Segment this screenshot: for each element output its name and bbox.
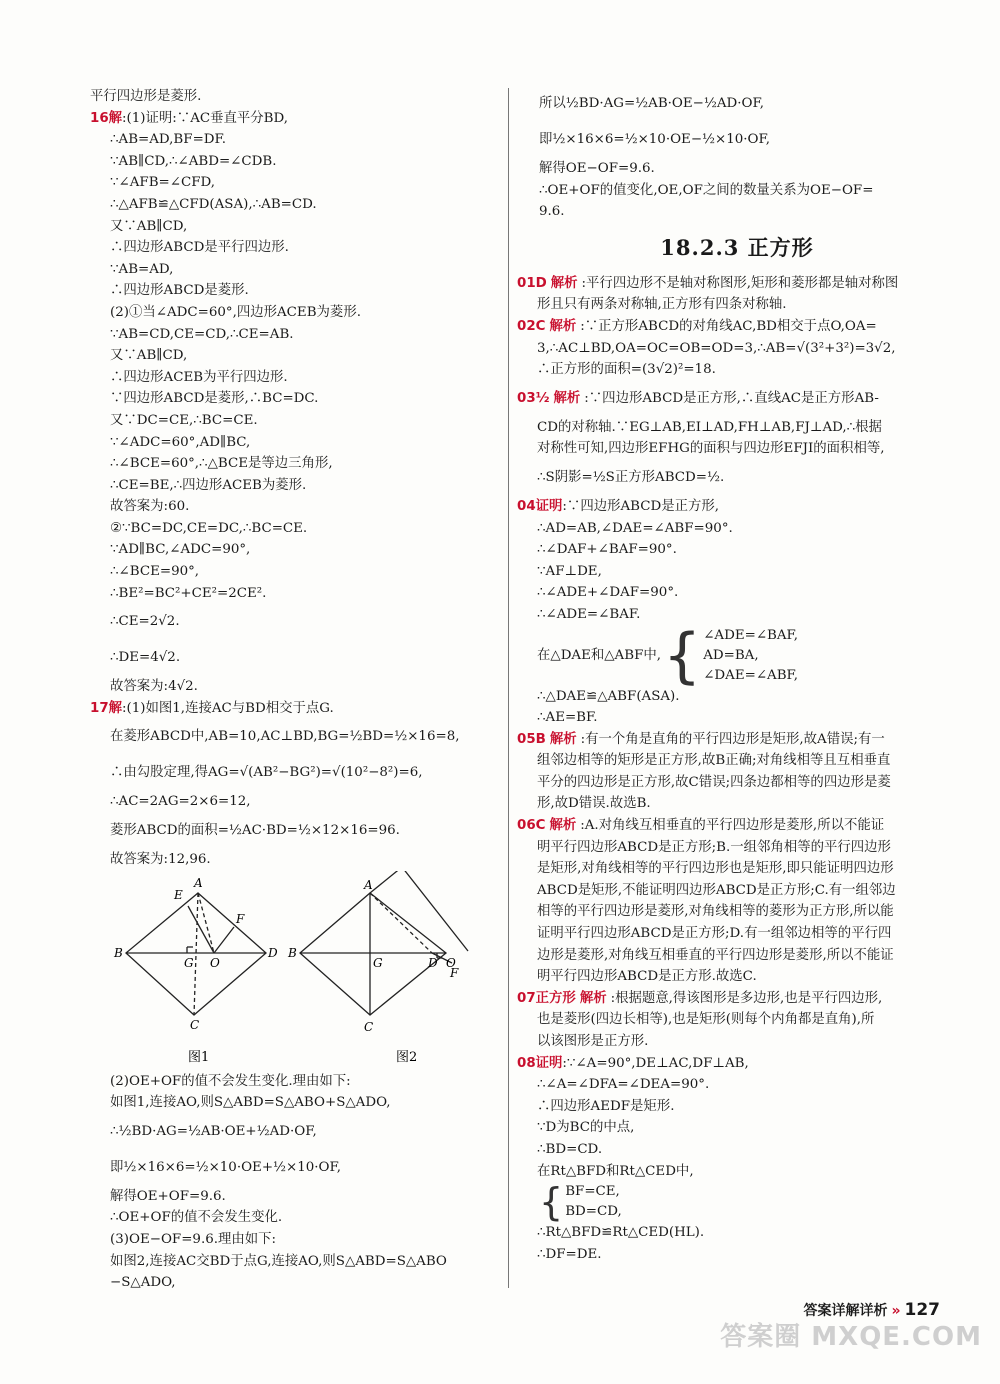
text-line: ∴四边形AEDF是矩形. bbox=[537, 1098, 675, 1114]
text-line: ∴AD=AB,∠DAE=∠ABF=90°. bbox=[537, 520, 733, 536]
footer-label: 答案详解详析 bbox=[803, 1303, 888, 1319]
text-line: 在菱形ABCD中,AB=10,AC⊥BD,BG=½BD=½×16=8, bbox=[110, 729, 460, 745]
fig2-label-D: D bbox=[428, 955, 438, 970]
question-05: 05B 解析 :有一个角是直角的平行四边形是矩形,故A错误;有一 bbox=[517, 731, 885, 747]
text-line: ∴∠BCE=60°,∴△BCE是等边三角形, bbox=[110, 456, 333, 472]
text-line: 又∵AB∥CD, bbox=[110, 218, 188, 234]
fig2-label-B: B bbox=[288, 945, 297, 960]
question-01: 01D 解析 :平行四边形不是轴对称图形,矩形和菱形都是轴对称图 bbox=[517, 275, 899, 291]
text-line: (3)OE−OF=9.6.理由如下: bbox=[110, 1232, 277, 1247]
text-line: 证明平行四边形ABCD是正方形;D.有一组邻边相等的平行四 bbox=[537, 926, 892, 942]
text-line: ∴AC=2AG=2×6=12, bbox=[110, 794, 251, 810]
question-16-header: 16解:(1)证明:∵AC垂直平分BD, bbox=[90, 110, 289, 126]
brace: { bbox=[663, 620, 702, 691]
fig1-caption: 图1 bbox=[188, 1049, 210, 1065]
analysis-label: 解析 bbox=[549, 731, 577, 747]
question-number: 08证明 bbox=[517, 1055, 563, 1071]
text-line: 故答案为:4√2. bbox=[110, 679, 198, 695]
geometry-figures bbox=[90, 871, 500, 1071]
fig2-label-G: G bbox=[373, 955, 383, 970]
text-line: 解得OE+OF=9.6. bbox=[110, 1188, 226, 1204]
text-line: ②∵BC=DC,CE=DC,∴BC=CE. bbox=[110, 520, 308, 536]
text-line: 所以½BD·AG=½AB·OE−½AD·OF, bbox=[539, 96, 764, 111]
text-line: ∴CE=2√2. bbox=[110, 614, 180, 630]
question-04: 04证明:∵四边形ABCD是正方形, bbox=[517, 498, 720, 514]
text-line: AD=BA, bbox=[703, 647, 759, 663]
text-line: ∵四边形ABCD是菱形,∴BC=DC. bbox=[110, 391, 319, 407]
page-number: 127 bbox=[904, 1300, 940, 1320]
text-line: ∵AB=CD,CE=CD,∴CE=AB. bbox=[110, 326, 294, 342]
text-line: 3,∴AC⊥BD,OA=OC=OB=OD=3,∴AB=√(3²+3²)=3√2, bbox=[537, 340, 896, 356]
question-number: 17解 bbox=[90, 700, 123, 716]
text-line: ∴AE=BF. bbox=[537, 710, 598, 726]
fig2-label-C: C bbox=[364, 1019, 374, 1034]
fig1-label-E: E bbox=[174, 887, 183, 902]
rhombus-figures-svg bbox=[90, 871, 490, 1071]
question-17-header: 17解:(1)如图1,连接AC与BD相交于点G. bbox=[90, 700, 334, 716]
watermark: 答案圈 MXQE.COM bbox=[720, 1322, 982, 1352]
fig1-label-F: F bbox=[236, 911, 245, 926]
figure-2 bbox=[300, 871, 468, 1015]
fig1-label-O: O bbox=[210, 955, 220, 970]
fig2-label-A: A bbox=[364, 877, 373, 892]
analysis-label: 解析 bbox=[579, 990, 607, 1006]
text-line: ∵AF⊥DE, bbox=[537, 563, 602, 579]
text-line: ∴由勾股定理,得AG=√(AB²−BG²)=√(10²−8²)=6, bbox=[110, 765, 423, 781]
text-line: 明平行四边形ABCD是正方形;B.一组邻角相等的平行四边形 bbox=[537, 839, 891, 855]
text-line: ∴S阴影=½S正方形ABCD=½. bbox=[537, 469, 725, 485]
analysis-label: 解析 bbox=[553, 390, 581, 406]
fig1-label-A: A bbox=[194, 875, 203, 890]
text-line: 明平行四边形ABCD是正方形.故选C. bbox=[537, 969, 757, 985]
text-line: ∴△AFB≌△CFD(ASA),∴AB=CD. bbox=[110, 196, 317, 212]
question-number: 06C bbox=[517, 818, 546, 834]
text-line: ∵∠ADC=60°,AD∥BC, bbox=[110, 434, 251, 450]
text-line: ∴∠ADE+∠DAF=90°. bbox=[537, 585, 679, 601]
question-number: 05B bbox=[517, 731, 546, 747]
text-line: 又∵DC=CE,∴BC=CE. bbox=[110, 412, 258, 428]
text-line: 是矩形,对角线相等的平行四边形也是矩形,即只能证明四边形 bbox=[537, 861, 894, 877]
analysis-label: 解析 bbox=[549, 818, 577, 834]
text-line: 解得OE−OF=9.6. bbox=[539, 161, 655, 176]
text-line: ∴∠ADE=∠BAF. bbox=[537, 606, 641, 622]
text-line: ∵AD∥BC,∠ADC=90°, bbox=[110, 542, 251, 558]
text-line: 故答案为:12,96. bbox=[110, 852, 211, 868]
text-line: 组邻边相等的矩形是正方形,故B正确;对角线相等且互相垂直 bbox=[537, 753, 891, 769]
question-number: 04证明 bbox=[517, 498, 563, 514]
text-line: ∴BE²=BC²+CE²=2CE². bbox=[110, 585, 267, 601]
text-line: ∴CE=BE,∴四边形ACEB为菱形. bbox=[110, 477, 307, 493]
text-line: (2)OE+OF的值不会发生变化.理由如下: bbox=[110, 1073, 351, 1089]
fig1-label-C: C bbox=[190, 1017, 200, 1032]
double-arrow-icon: » bbox=[891, 1303, 901, 1319]
question-07: 07正方形 解析 :根据题意,得该图形是多边形,也是平行四边形, bbox=[517, 990, 883, 1006]
question-03: 03½ 解析 :∵四边形ABCD是正方形,∴直线AC是正方形AB- bbox=[517, 390, 879, 406]
text-line: ∵∠AFB=∠CFD, bbox=[110, 175, 216, 191]
text-line: ∵AB∥CD,∴∠ABD=∠CDB. bbox=[110, 153, 277, 169]
equation-system bbox=[517, 620, 957, 691]
fig2-caption: 图2 bbox=[396, 1049, 418, 1065]
text-line: ∴四边形ACEB为平行四边形. bbox=[110, 369, 288, 385]
text-line: ∠DAE=∠ABF, bbox=[703, 667, 799, 683]
question-number: 01D bbox=[517, 275, 547, 291]
text-line: ∴OE+OF的值变化,OE,OF之间的数量关系为OE−OF= bbox=[539, 182, 874, 198]
left-column bbox=[90, 86, 500, 1294]
text-line: ∴AB=AD,BF=DF. bbox=[110, 132, 226, 148]
text-line: ∴∠DAF+∠BAF=90°. bbox=[537, 542, 677, 558]
text-line: ∴∠BCE=90°, bbox=[110, 564, 200, 580]
text-line: 即½×16×6=½×10·OE+½×10·OF, bbox=[110, 1159, 341, 1175]
text-line: CD的对称轴.∵EG⊥AB,EI⊥AD,FH⊥AB,FJ⊥AD,∴根据 bbox=[537, 419, 882, 435]
text-line: 在△DAE和△ABF中, bbox=[537, 647, 662, 663]
analysis-label: 解析 bbox=[549, 318, 577, 334]
text-line: 对称性可知,四边形EFHG的面积与四边形EFJI的面积相等, bbox=[537, 441, 885, 457]
analysis-label: 解析 bbox=[550, 275, 578, 291]
fig2-label-F: F bbox=[450, 965, 459, 980]
text-line: 以该图形是正方形. bbox=[537, 1034, 649, 1049]
question-number: 16解 bbox=[90, 110, 123, 126]
text-line: ∴DF=DE. bbox=[537, 1246, 602, 1262]
text-line: 菱形ABCD的面积=½AC·BD=½×12×16=96. bbox=[110, 823, 400, 839]
text-line: ∴½BD·AG=½AB·OE+½AD·OF, bbox=[110, 1123, 317, 1139]
text-line: 如图2,连接AC交BD于点G,连接AO,则S△ABD=S△ABO bbox=[110, 1253, 447, 1269]
question-06: 06C 解析 :A.对角线互相垂直的平行四边形是菱形,所以不能证 bbox=[517, 818, 885, 834]
figure-1 bbox=[126, 893, 266, 1015]
text-line: ABCD是矩形,不能证明四边形ABCD是正方形;C.有一组邻边 bbox=[537, 882, 896, 898]
text-line: ∴△DAE≌△ABF(ASA). bbox=[537, 688, 680, 704]
question-number: 03½ bbox=[517, 390, 550, 406]
text-line: ∴四边形ABCD是菱形. bbox=[110, 283, 249, 299]
brace: { bbox=[539, 1180, 564, 1225]
text-line: 故答案为:60. bbox=[110, 499, 190, 515]
text-line: ∴∠A=∠DFA=∠DEA=90°. bbox=[537, 1077, 710, 1093]
text-line: ∴正方形的面积=(3√2)²=18. bbox=[537, 362, 716, 378]
text-line: ∵AB=AD, bbox=[110, 261, 174, 277]
question-number: 02C bbox=[517, 318, 546, 334]
fig1-label-G: G bbox=[184, 955, 194, 970]
question-number: 07正方形 bbox=[517, 990, 576, 1006]
text-line: BF=CE, bbox=[565, 1184, 620, 1200]
text-line: 平行四边形是菱形. bbox=[90, 89, 202, 104]
text-line: 相等的平行四边形是菱形,对角线相等的菱形为正方形,所以能 bbox=[537, 904, 894, 920]
equation-system bbox=[517, 1180, 957, 1225]
fig1-label-B: B bbox=[114, 945, 123, 960]
text-line: 如图1,连接AO,则S△ABD=S△ABO+S△ADO, bbox=[110, 1095, 391, 1111]
text-line: −S△ADO, bbox=[110, 1275, 176, 1291]
text-line: ∴OE+OF的值不会发生变化. bbox=[110, 1210, 283, 1226]
text-line: ∴DE=4√2. bbox=[110, 650, 181, 666]
section-title: 18.2.3 正方形 bbox=[660, 234, 814, 260]
text-line: ∴四边形ABCD是平行四边形. bbox=[110, 240, 289, 256]
text-line: 又∵AB∥CD, bbox=[110, 348, 188, 364]
text-line: 在Rt△BFD和Rt△CED中, bbox=[537, 1163, 694, 1179]
fig2-label-O: O bbox=[446, 955, 456, 970]
text-line: ∴BD=CD. bbox=[537, 1141, 603, 1157]
text-line: 边形是菱形,对角线互相垂直的平行四边形是菱形,所以不能证 bbox=[537, 947, 894, 963]
text-line: ∠ADE=∠BAF, bbox=[703, 627, 799, 643]
text-line: BD=CD, bbox=[565, 1204, 622, 1220]
text-line: 即½×16×6=½×10·OE−½×10·OF, bbox=[539, 132, 770, 147]
column-divider bbox=[508, 88, 509, 1288]
text-line: 也是菱形(四边长相等),也是矩形(则每个内角都是直角),所 bbox=[537, 1012, 875, 1028]
text-line: ∴Rt△BFD≌Rt△CED(HL). bbox=[537, 1225, 705, 1241]
question-08: 08证明:∵∠A=90°,DE⊥AC,DF⊥AB, bbox=[517, 1055, 749, 1071]
right-column bbox=[517, 86, 957, 1265]
text-line: 平分的四边形是正方形,故C错误;四条边都相等的四边形是菱 bbox=[537, 774, 891, 790]
text-line: 形,故D错误.故选B. bbox=[537, 796, 651, 812]
text-line: (2)①当∠ADC=60°,四边形ACEB为菱形. bbox=[110, 304, 361, 320]
text-line: 形且只有两条对称轴,正方形有四条对称轴. bbox=[537, 297, 787, 313]
text-line: ∵D为BC的中点, bbox=[537, 1120, 635, 1136]
question-02: 02C 解析 :∵正方形ABCD的对角线AC,BD相交于点O,OA= bbox=[517, 318, 877, 334]
text-line: 9.6. bbox=[539, 204, 565, 220]
fig1-label-D: D bbox=[268, 945, 278, 960]
